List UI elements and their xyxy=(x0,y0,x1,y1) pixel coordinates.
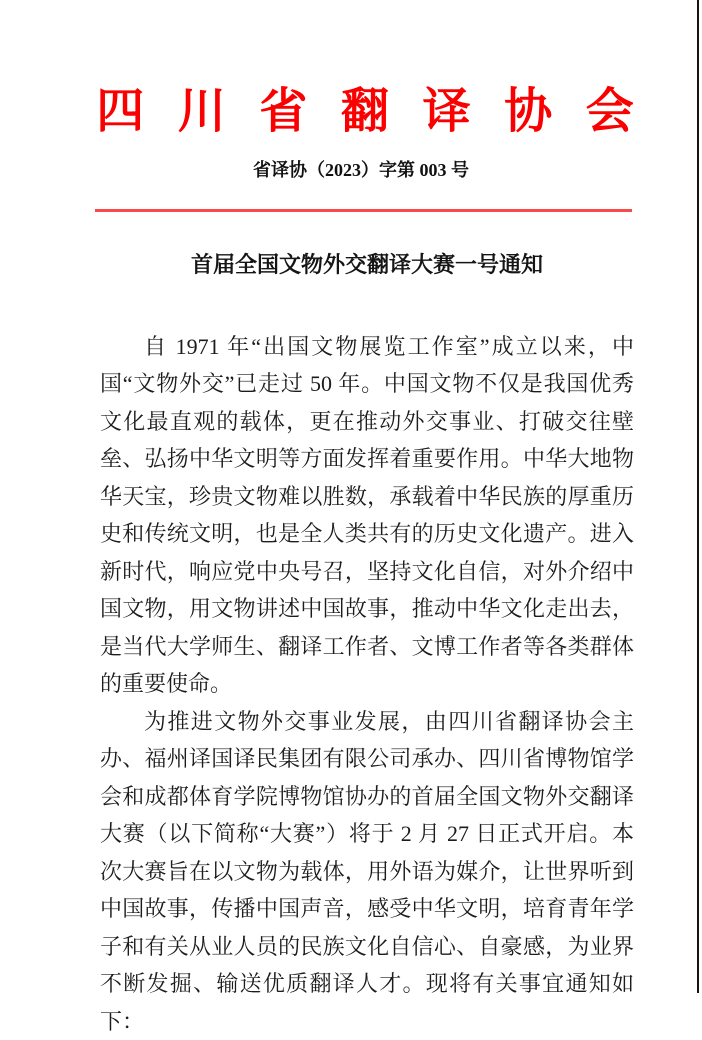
page-edge-line xyxy=(697,0,699,993)
notice-body xyxy=(100,246,634,1040)
notice-paragraph-2: 为推进文物外交事业发展，由四川省翻译协会主办、福州译国译民集团有限公司承办、四川省博物馆学会和成都体育学院博物馆协办的首届全国文物外交翻译大赛（以下简称“大赛”）将于 2 月 27 日正式开启。本次大赛旨在以文物为载体，用外语为媒介，让世界听到中国故事，传播中国声音，感受中华文明，培育青年学子和有关从业人员的民族文化自信心、自豪感，为业界不断发掘、输送优质翻译人才。现将有关事宜通知如下： xyxy=(100,703,634,1040)
header-divider-rule xyxy=(95,209,632,212)
doc-reference-number: 省译协（2023）字第 003 号 xyxy=(10,157,702,183)
notice-title: 首届全国文物外交翻译大赛一号通知 xyxy=(100,246,634,284)
org-title: 四川省翻译协会 xyxy=(14,84,702,140)
notice-paragraph-1: 自 1971 年“出国文物展览工作室”成立以来，中国“文物外交”已走过 50 年。中国文物不仅是我国优秀文化最直观的载体，更在推动外交事业、打破交往壁垒、弘扬中华文明等方面发挥着重要作用。中华大地物华天宝，珍贵文物难以胜数，承载着中华民族的厚重历史和传统文明，也是全人类共有的历史文化遗产。进入新时代，响应党中央号召，坚持文化自信，对外介绍中国文物，用文物讲述中国故事，推动中华文化走出去，是当代大学师生、翻译工作者、文博工作者等各类群体的重要使命。 xyxy=(100,328,634,703)
